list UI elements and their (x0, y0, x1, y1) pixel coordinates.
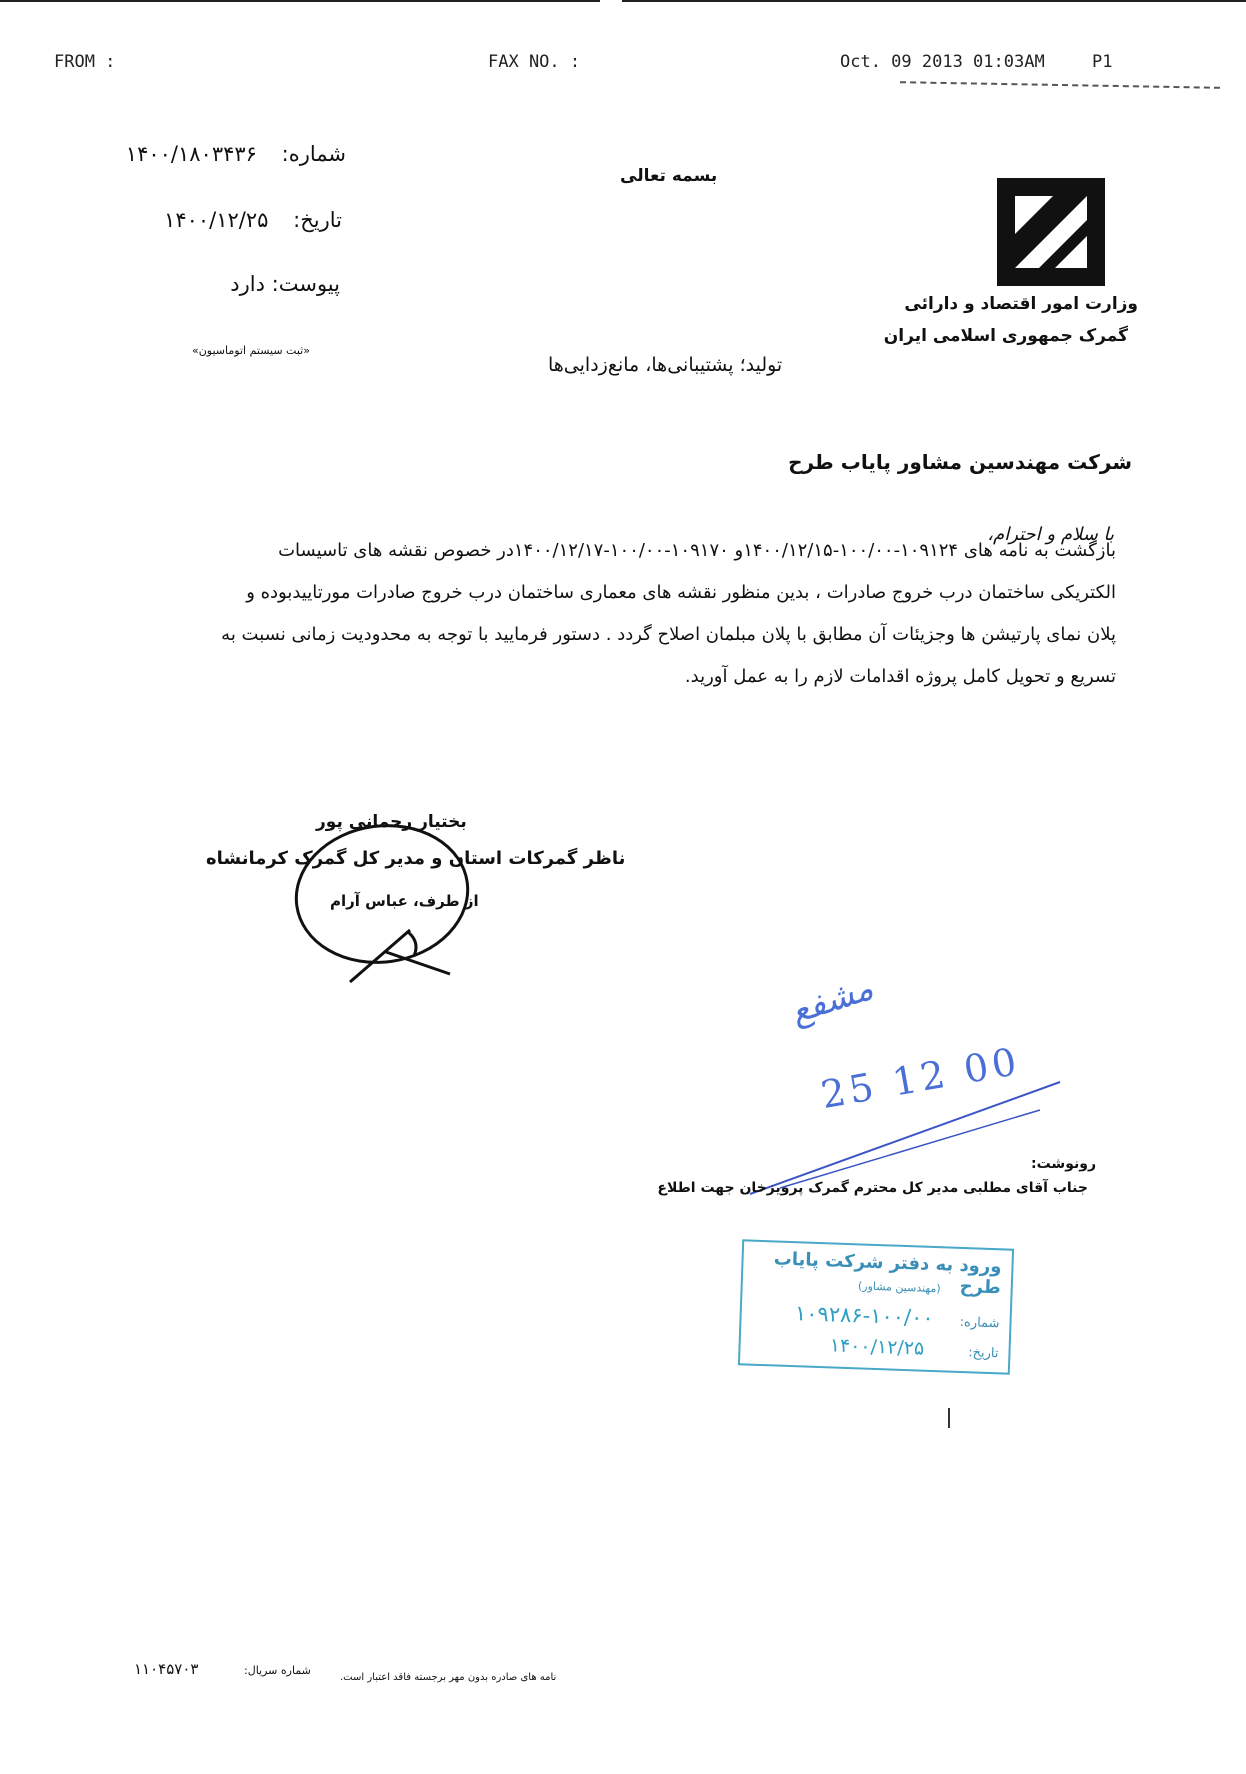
fax-dash-line (900, 81, 1220, 89)
letter-body (106, 530, 1116, 698)
serial-value: ۱۱۰۴۵۷۰۳ (134, 1660, 199, 1678)
letter-number-label: شماره: (281, 142, 346, 166)
handwritten-date: 25 12 00 (817, 1038, 1024, 1118)
entry-stamp-date-label: تاریخ: (967, 1345, 999, 1362)
automation-note: «ثبت سیستم اتوماسیون» (192, 344, 310, 357)
letter-number-value: ۱۴۰۰/۱۸۰۳۴۳۶ (125, 142, 257, 166)
scan-edge-line (0, 0, 600, 2)
letter-number-row (116, 142, 346, 166)
attachment-value: دارد (230, 272, 265, 296)
signature-scribble (290, 812, 480, 992)
handwritten-note: مشفع (785, 968, 878, 1032)
letter-date-row (142, 208, 342, 232)
on-behalf: از طرف، عباس آرام (330, 892, 479, 910)
customs-logo (995, 176, 1107, 288)
slogan: تولید؛ پشتیبانی‌ها، مانع‌زدایی‌ها (548, 354, 783, 376)
footer-note: نامه های صادره بدون مهر برجسته فاقد اعتبار است. (340, 1672, 557, 1683)
body-line-3: پلان نمای پارتیشن ها وجزیئات آن مطابق با پلان مبلمان اصلاح گردد . دستور فرمایید با توجه به محدودیت زمانی نسبت به (221, 624, 1116, 645)
ministry-name: وزارت امور اقتصاد و دارائی (904, 294, 1138, 314)
cc-line: جناب آقای مطلبی مدیر کل محترم گمرک پرویزخان جهت اطلاع (657, 1180, 1088, 1196)
entry-stamp-title: ورود به دفتر شرکت پایاب طرح (773, 1248, 1002, 1299)
fax-from-label: FROM : (54, 52, 116, 72)
entry-stamp-number-value: ۱۰۰/۰۰-۱۰۹۲۸۶ (794, 1301, 935, 1331)
recipient: شرکت مهندسین مشاور پایاب طرح (788, 450, 1132, 474)
entry-stamp-number-row (749, 1300, 1000, 1333)
signatory-name: بختیار رحمانی پور (316, 812, 467, 832)
greeting: با سلام و احترام، (987, 524, 1114, 545)
entry-stamp-subtitle: (مهندسین مشاور) (857, 1279, 941, 1296)
entry-stamp-date-row (748, 1332, 999, 1363)
letter-date-label: تاریخ: (293, 208, 342, 232)
body-line-1: بازگشت به نامه های ۱۰۹۱۲۴-۱۰۰/۰۰-۱۴۰۰/۱۲/۱۵و ۱۰۹۱۷۰-۱۰۰/۰۰-۱۴۰۰/۱۲/۱۷در خصوص نقشه های تاسیسات (278, 540, 1116, 561)
entry-stamp-number-label: شماره: (959, 1314, 1000, 1332)
fax-page: P1 (1092, 52, 1113, 72)
fax-datetime: Oct. 09 2013 01:03AM (840, 52, 1045, 72)
fax-number-label: FAX NO. : (488, 52, 581, 72)
customs-logo-icon (995, 176, 1107, 288)
scan-mark (948, 1408, 950, 1428)
serial-label: شماره سریال: (244, 1664, 311, 1677)
scan-edge-line (622, 0, 1246, 2)
entry-stamp (738, 1239, 1014, 1374)
body-line-2: الکتریکی ساختمان درب خروج صادرات ، بدین منظور نقشه های معماری ساختمان درب خروج صادرات مورتاییدبوده و (246, 582, 1116, 603)
attachment-row (200, 272, 340, 296)
invocation: بسمه تعالی (620, 166, 718, 186)
letter-date-value: ۱۴۰۰/۱۲/۲۵ (164, 208, 269, 232)
body-line-4: تسریع و تحویل کامل پروژه اقدامات لازم را به عمل آورید. (684, 666, 1116, 687)
entry-stamp-date-value: ۱۴۰۰/۱۲/۲۵ (829, 1334, 925, 1360)
organization-name: گمرک جمهوری اسلامی ایران (883, 326, 1128, 346)
signatory-title: ناظر گمرکات استان و مدیر کل گمرک کرمانشاه (206, 848, 626, 869)
cc-label: رونوشت: (1031, 1156, 1096, 1172)
attachment-label: پیوست: (271, 272, 340, 296)
